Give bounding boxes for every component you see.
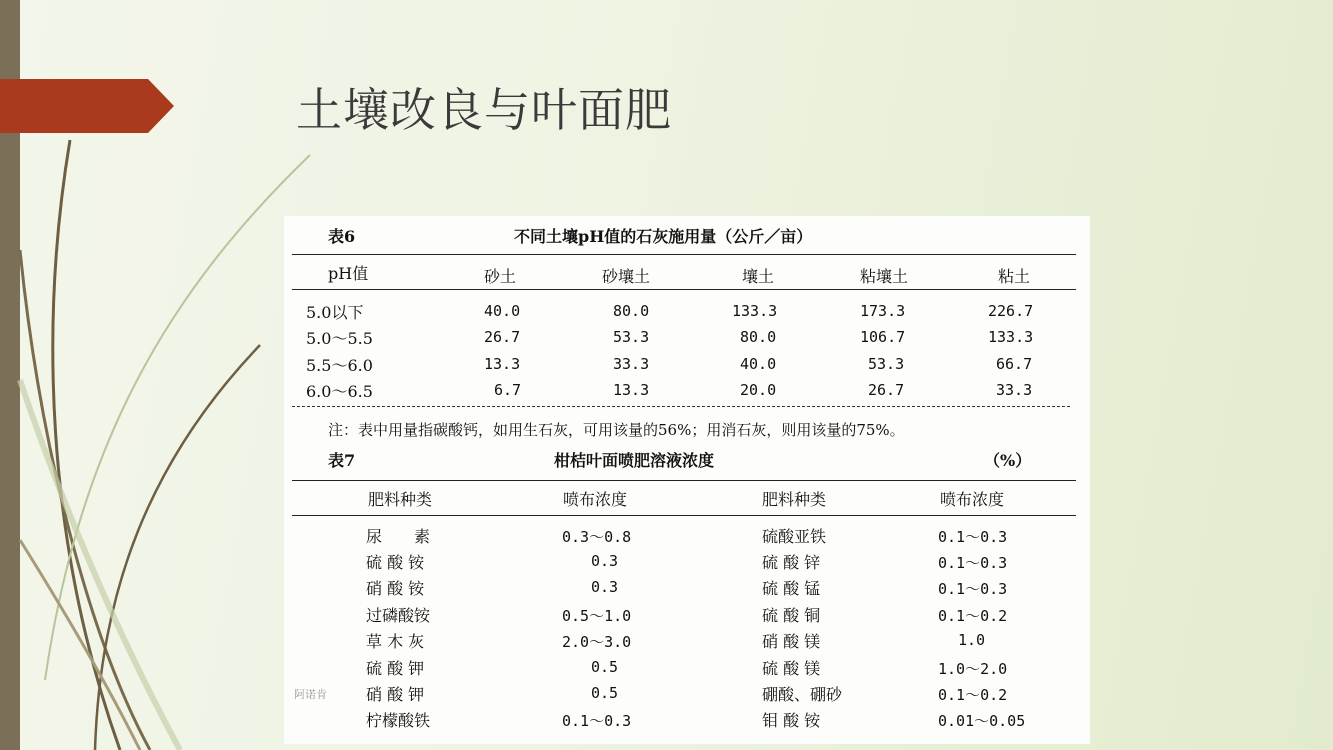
table6-cell: 226.7: [988, 302, 1034, 320]
table7-cell: 0.3: [591, 552, 619, 570]
table7-cell: 0.1～0.2: [938, 607, 1008, 625]
table6-cell: 133.3: [732, 302, 778, 320]
table7-cell: 硝 酸 镁: [762, 632, 821, 651]
table7-cell: 硝 酸 钾: [366, 685, 425, 704]
table7-cell: 硫 酸 锰: [762, 579, 821, 598]
table6-header-ph: pH值: [328, 264, 369, 283]
table7-cell: 硫酸亚铁: [762, 527, 827, 546]
table6-cell-ph: 5.0以下: [306, 303, 364, 322]
table7-cell: 0.3～0.8: [562, 528, 632, 546]
table6-cell: 20.0: [740, 381, 777, 399]
table7-cell: 0.01～0.05: [938, 712, 1026, 730]
table6-cell: 106.7: [860, 328, 906, 346]
table7-label: 表7: [328, 451, 356, 470]
table7-cell: 硫 酸 锌: [762, 553, 821, 572]
table6-cell-ph: 5.0～5.5: [306, 329, 373, 348]
slide-title: 土壤改良与叶面肥: [296, 83, 672, 137]
table6-header-loam: 壤土: [742, 267, 775, 286]
table6-cell: 6.7: [494, 381, 522, 399]
table7-cell: 钼 酸 铵: [762, 711, 821, 730]
table7-cell: 0.1～0.3: [562, 712, 632, 730]
table6-cell: 26.7: [484, 328, 521, 346]
table6-top-rule: [292, 254, 1076, 255]
table7-cell: 过磷酸铵: [366, 606, 431, 625]
table6-cell: 40.0: [484, 302, 521, 320]
table6-cell: 33.3: [613, 355, 650, 373]
table7-cell: 1.0: [958, 631, 986, 649]
table6-note: 注：表中用量指碳酸钙，如用生石灰，可用该量的56%；用消石灰，则用该量的75%。: [328, 421, 905, 439]
table6-cell: 40.0: [740, 355, 777, 373]
table7-cell: 草 木 灰: [366, 632, 425, 651]
table7-caption: 柑桔叶面喷肥溶液浓度: [554, 451, 715, 470]
table7-cell: 硝 酸 铵: [366, 579, 425, 598]
table7-cell: 0.1～0.3: [938, 528, 1008, 546]
table6-header-sandy-loam: 砂壤土: [602, 267, 651, 286]
table7-cell: 尿 素: [366, 527, 431, 546]
scanned-tables: [284, 216, 1090, 744]
table7-header-concentration-2: 喷布浓度: [940, 490, 1005, 509]
table7-header-fertilizer: 肥料种类: [368, 490, 433, 509]
table7-cell: 1.0～2.0: [938, 660, 1008, 678]
table6-cell: 33.3: [996, 381, 1033, 399]
table7-cell: 0.1～0.2: [938, 686, 1008, 704]
table7-cell: 2.0～3.0: [562, 633, 632, 651]
table7-cell: 硼酸、硼砂: [762, 685, 843, 704]
table6-cell: 13.3: [613, 381, 650, 399]
table7-cell: 硫 酸 铜: [762, 606, 821, 625]
table6-header-rule: [292, 289, 1076, 290]
table6-cell: 53.3: [613, 328, 650, 346]
table6-cell: 80.0: [613, 302, 650, 320]
table7-cell: 0.5: [591, 684, 619, 702]
table6-cell: 53.3: [868, 355, 905, 373]
table6-cell: 80.0: [740, 328, 777, 346]
table6-cell: 26.7: [868, 381, 905, 399]
watermark-text: 阿诺肯: [294, 688, 327, 701]
table7-cell: 柠檬酸铁: [366, 711, 431, 730]
table6-cell-ph: 5.5～6.0: [306, 356, 373, 375]
table7-cell: 硫 酸 铵: [366, 553, 425, 572]
table6-cell: 173.3: [860, 302, 906, 320]
table6-cell: 66.7: [996, 355, 1033, 373]
table7-header-fertilizer-2: 肥料种类: [762, 490, 827, 509]
table6-cell: 13.3: [484, 355, 521, 373]
table7-header-rule: [292, 515, 1076, 516]
table7-cell: 0.3: [591, 578, 619, 596]
table6-header-clay-loam: 粘壤土: [860, 267, 909, 286]
table7-cell: 硫 酸 镁: [762, 659, 821, 678]
table6-label: 表6: [328, 227, 356, 246]
table6-header-clay: 粘土: [998, 267, 1031, 286]
table6-cell-ph: 6.0～6.5: [306, 382, 373, 401]
table7-cell: 0.1～0.3: [938, 580, 1008, 598]
table6-bottom-rule: [292, 406, 1070, 407]
table6-cell: 133.3: [988, 328, 1034, 346]
table6-caption: 不同土壤pH值的石灰施用量（公斤／亩）: [514, 227, 813, 246]
table7-cell: 硫 酸 钾: [366, 659, 425, 678]
table7-cell: 0.1～0.3: [938, 554, 1008, 572]
table6-header-sand: 砂土: [484, 267, 517, 286]
table7-header-concentration: 喷布浓度: [563, 490, 628, 509]
table7-unit: （%）: [984, 451, 1032, 470]
table7-top-rule: [292, 480, 1076, 481]
table7-cell: 0.5～1.0: [562, 607, 632, 625]
table7-cell: 0.5: [591, 658, 619, 676]
